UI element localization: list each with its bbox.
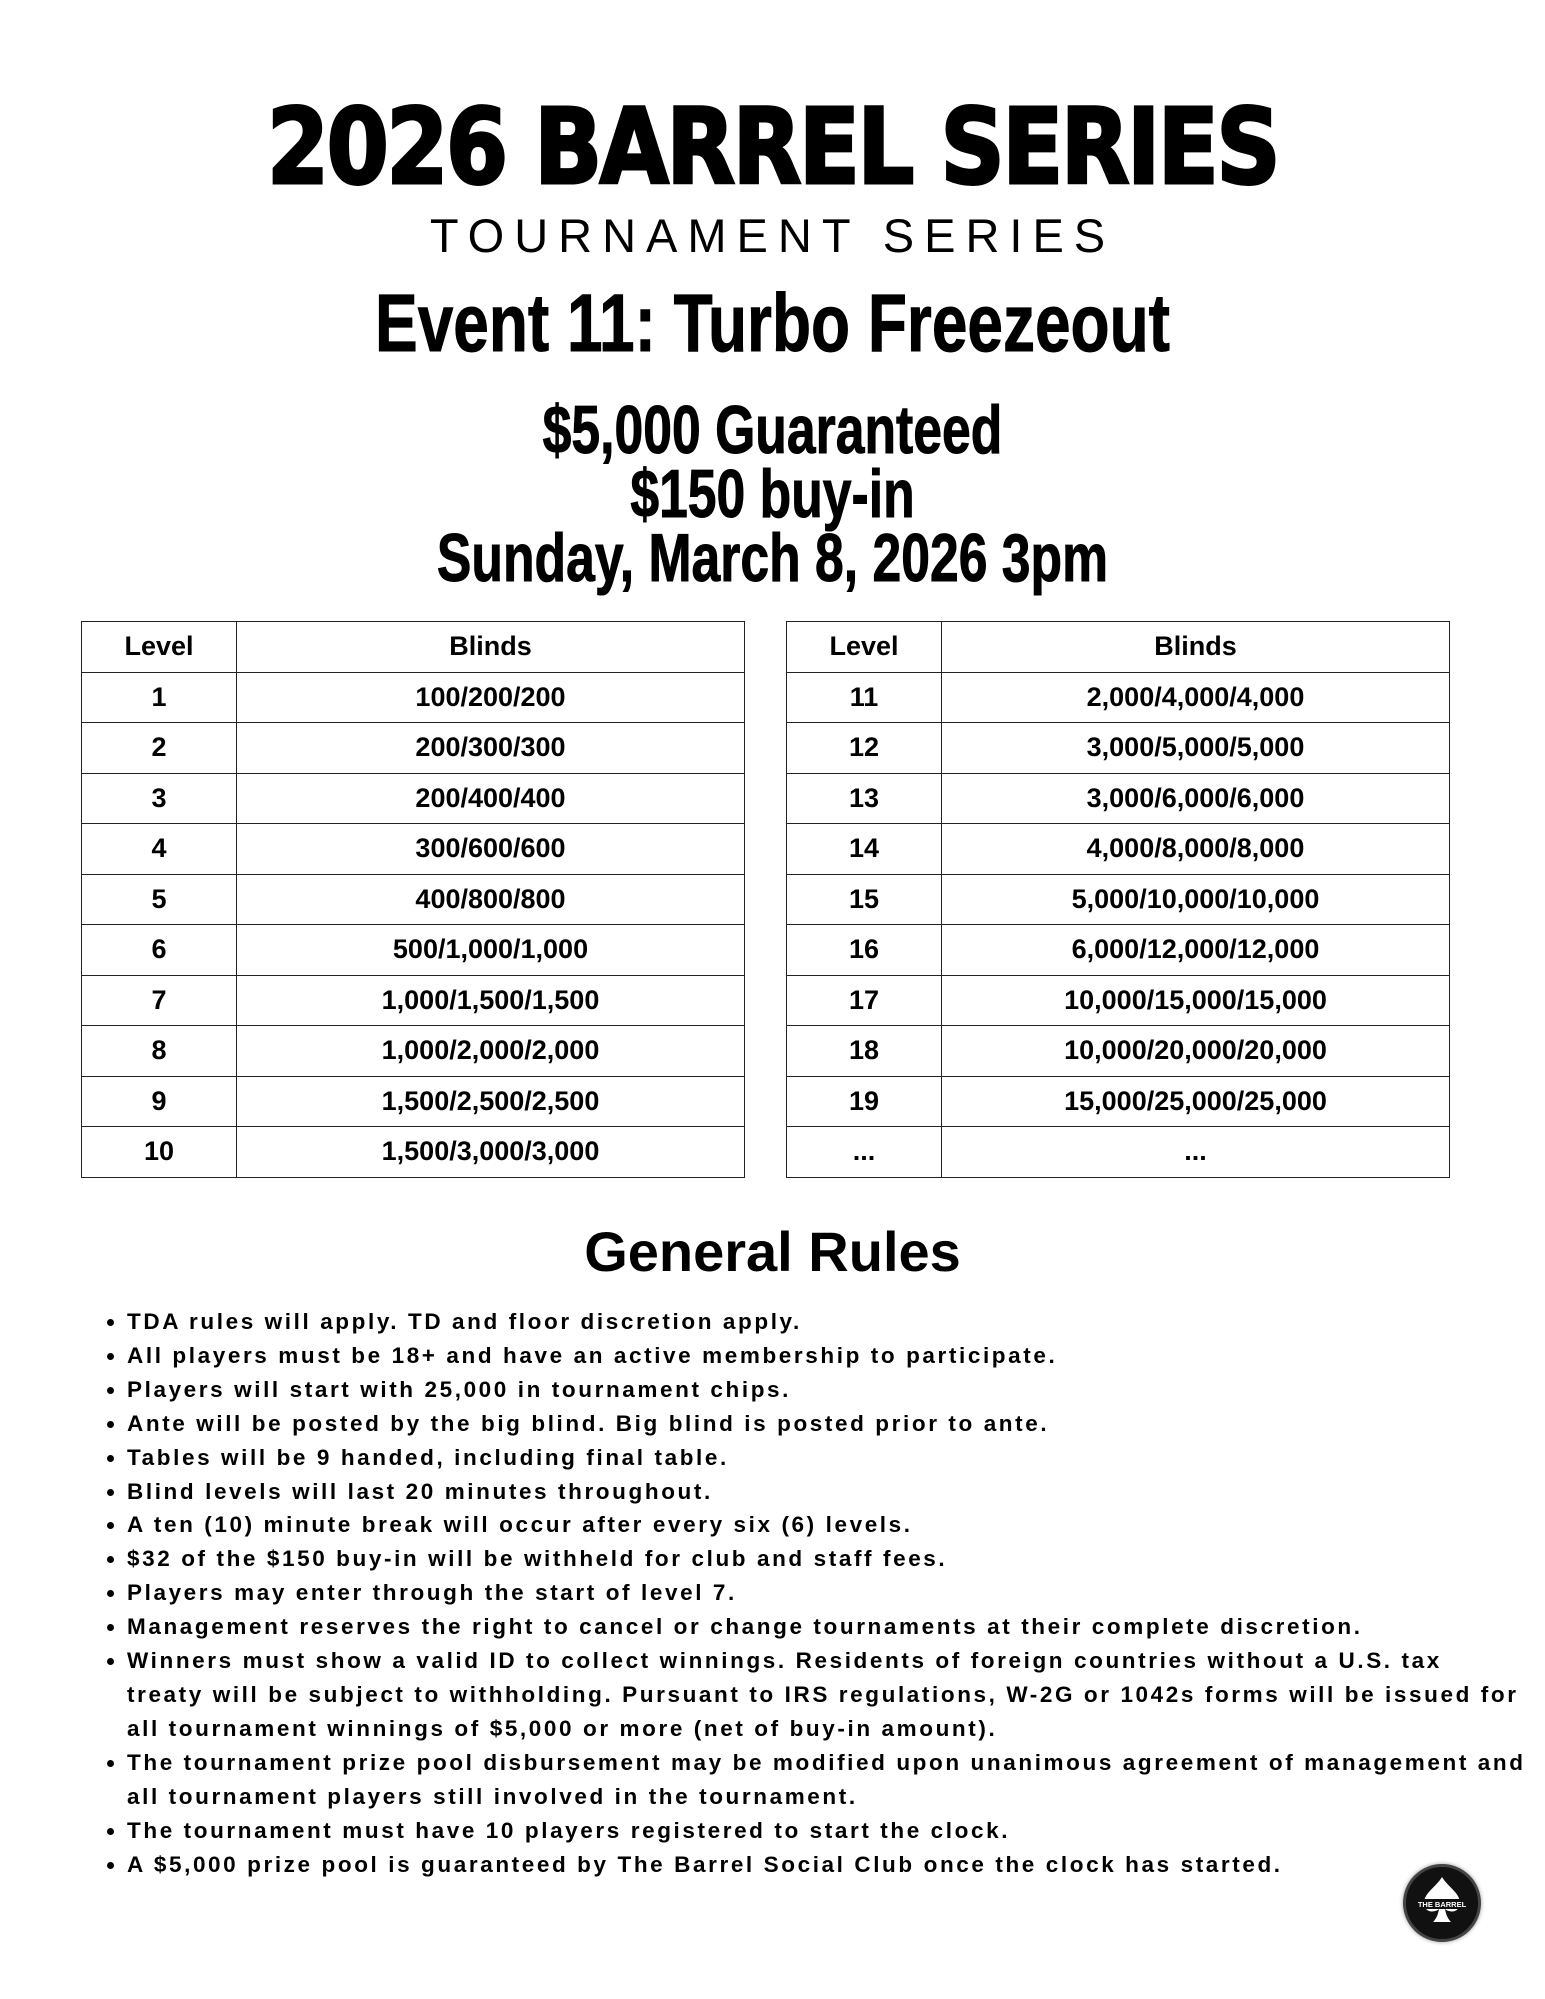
blinds-cell: 1,500/2,500/2,500	[237, 1076, 745, 1127]
table-row	[787, 1127, 1450, 1178]
blinds-cell: 1,000/1,500/1,500	[237, 975, 745, 1026]
blinds-cell: 6,000/12,000/12,000	[942, 925, 1450, 976]
rule-item: • Management reserves the right to cancel or change tournaments at their complete discretion.	[127, 1610, 1527, 1644]
blinds-cell: 1,000/2,000/2,000	[237, 1026, 745, 1077]
table-row	[82, 975, 745, 1026]
table-row	[787, 874, 1450, 925]
table-row	[787, 925, 1450, 976]
table-row	[82, 672, 745, 723]
date-line: Sunday, March 8, 2026 3pm	[436, 520, 1109, 596]
barrel-logo	[1403, 1864, 1481, 1942]
level-cell: ...	[787, 1127, 942, 1178]
level-cell: 1	[82, 672, 237, 723]
table-row	[82, 723, 745, 774]
blinds-cell: ...	[942, 1127, 1450, 1178]
blinds-cell: 3,000/5,000/5,000	[942, 723, 1450, 774]
rule-item: • The tournament prize pool disbursement may be modified upon unanimous agreement of management and all tournament players still involved in the tournament.	[127, 1746, 1527, 1814]
guarantee-line: $5,000 Guaranteed	[542, 392, 1003, 468]
rule-item: • $32 of the $150 buy-in will be withheld for club and staff fees.	[127, 1542, 1527, 1576]
blinds-cell: 5,000/10,000/10,000	[942, 874, 1450, 925]
blinds-cell: 4,000/8,000/8,000	[942, 824, 1450, 875]
logo-text: THE BARREL	[1417, 1900, 1467, 1909]
level-cell: 5	[82, 874, 237, 925]
level-cell: 4	[82, 824, 237, 875]
rules-list	[97, 1305, 1527, 1881]
blinds-cell: 200/400/400	[237, 773, 745, 824]
level-header: Level	[82, 622, 237, 673]
blinds-cell: 2,000/4,000/4,000	[942, 672, 1450, 723]
buyin-line: $150 buy-in	[630, 456, 915, 532]
blinds-table-left	[81, 621, 745, 1178]
event-title: Event 11: Turbo Freezeout	[375, 278, 1170, 369]
level-cell: 17	[787, 975, 942, 1026]
rule-item: • Winners must show a valid ID to collect winnings. Residents of foreign countries without a U.S. tax treaty will be subject to withholding. Pursuant to IRS regulations, W-2G or 1042s forms will be issued for all tournament winnings of $5,000 or more (net of buy-in amount).	[127, 1644, 1527, 1746]
table-row	[82, 773, 745, 824]
table-row	[787, 1026, 1450, 1077]
blinds-cell: 10,000/20,000/20,000	[942, 1026, 1450, 1077]
blinds-cell: 15,000/25,000/25,000	[942, 1076, 1450, 1127]
table-row	[82, 824, 745, 875]
level-cell: 3	[82, 773, 237, 824]
rule-item: • TDA rules will apply. TD and floor discretion apply.	[127, 1305, 1527, 1339]
series-title: 2026 BARREL SERIES	[266, 86, 1279, 208]
level-cell: 2	[82, 723, 237, 774]
table-row	[787, 773, 1450, 824]
rule-item: • Blind levels will last 20 minutes throughout.	[127, 1475, 1527, 1509]
table-row	[82, 1076, 745, 1127]
rules-title: General Rules	[584, 1220, 961, 1283]
rule-item: • Ante will be posted by the big blind. Big blind is posted prior to ante.	[127, 1407, 1527, 1441]
level-cell: 11	[787, 672, 942, 723]
table-row	[787, 672, 1450, 723]
blinds-cell: 100/200/200	[237, 672, 745, 723]
level-cell: 15	[787, 874, 942, 925]
blinds-cell: 3,000/6,000/6,000	[942, 773, 1450, 824]
spade-icon	[1406, 1867, 1478, 1939]
level-cell: 8	[82, 1026, 237, 1077]
level-cell: 10	[82, 1127, 237, 1178]
blinds-cell: 1,500/3,000/3,000	[237, 1127, 745, 1178]
level-cell: 14	[787, 824, 942, 875]
level-cell: 7	[82, 975, 237, 1026]
rule-item: • Players may enter through the start of level 7.	[127, 1576, 1527, 1610]
table-row	[82, 1127, 745, 1178]
rule-item: • A ten (10) minute break will occur after every six (6) levels.	[127, 1508, 1527, 1542]
blinds-cell: 300/600/600	[237, 824, 745, 875]
table-row	[82, 874, 745, 925]
rule-item: • A $5,000 prize pool is guaranteed by The Barrel Social Club once the clock has started.	[127, 1848, 1527, 1882]
blinds-header: Blinds	[942, 622, 1450, 673]
blinds-header: Blinds	[237, 622, 745, 673]
rule-item: • All players must be 18+ and have an active membership to participate.	[127, 1339, 1527, 1373]
table-header-row	[82, 622, 745, 673]
table-header-row	[787, 622, 1450, 673]
blinds-cell: 500/1,000/1,000	[237, 925, 745, 976]
blinds-cell: 400/800/800	[237, 874, 745, 925]
table-row	[787, 723, 1450, 774]
table-row	[787, 975, 1450, 1026]
table-row	[787, 1076, 1450, 1127]
level-cell: 6	[82, 925, 237, 976]
rule-item: • The tournament must have 10 players registered to start the clock.	[127, 1814, 1527, 1848]
level-cell: 19	[787, 1076, 942, 1127]
table-row	[787, 824, 1450, 875]
level-header: Level	[787, 622, 942, 673]
table-row	[82, 1026, 745, 1077]
level-cell: 18	[787, 1026, 942, 1077]
blinds-cell: 10,000/15,000/15,000	[942, 975, 1450, 1026]
rule-item: • Players will start with 25,000 in tournament chips.	[127, 1373, 1527, 1407]
level-cell: 13	[787, 773, 942, 824]
blinds-cell: 200/300/300	[237, 723, 745, 774]
level-cell: 9	[82, 1076, 237, 1127]
blinds-table-right	[786, 621, 1450, 1178]
level-cell: 16	[787, 925, 942, 976]
table-row	[82, 925, 745, 976]
series-subtitle: TOURNAMENT SERIES	[429, 209, 1116, 262]
rule-item: • Tables will be 9 handed, including final table.	[127, 1441, 1527, 1475]
level-cell: 12	[787, 723, 942, 774]
